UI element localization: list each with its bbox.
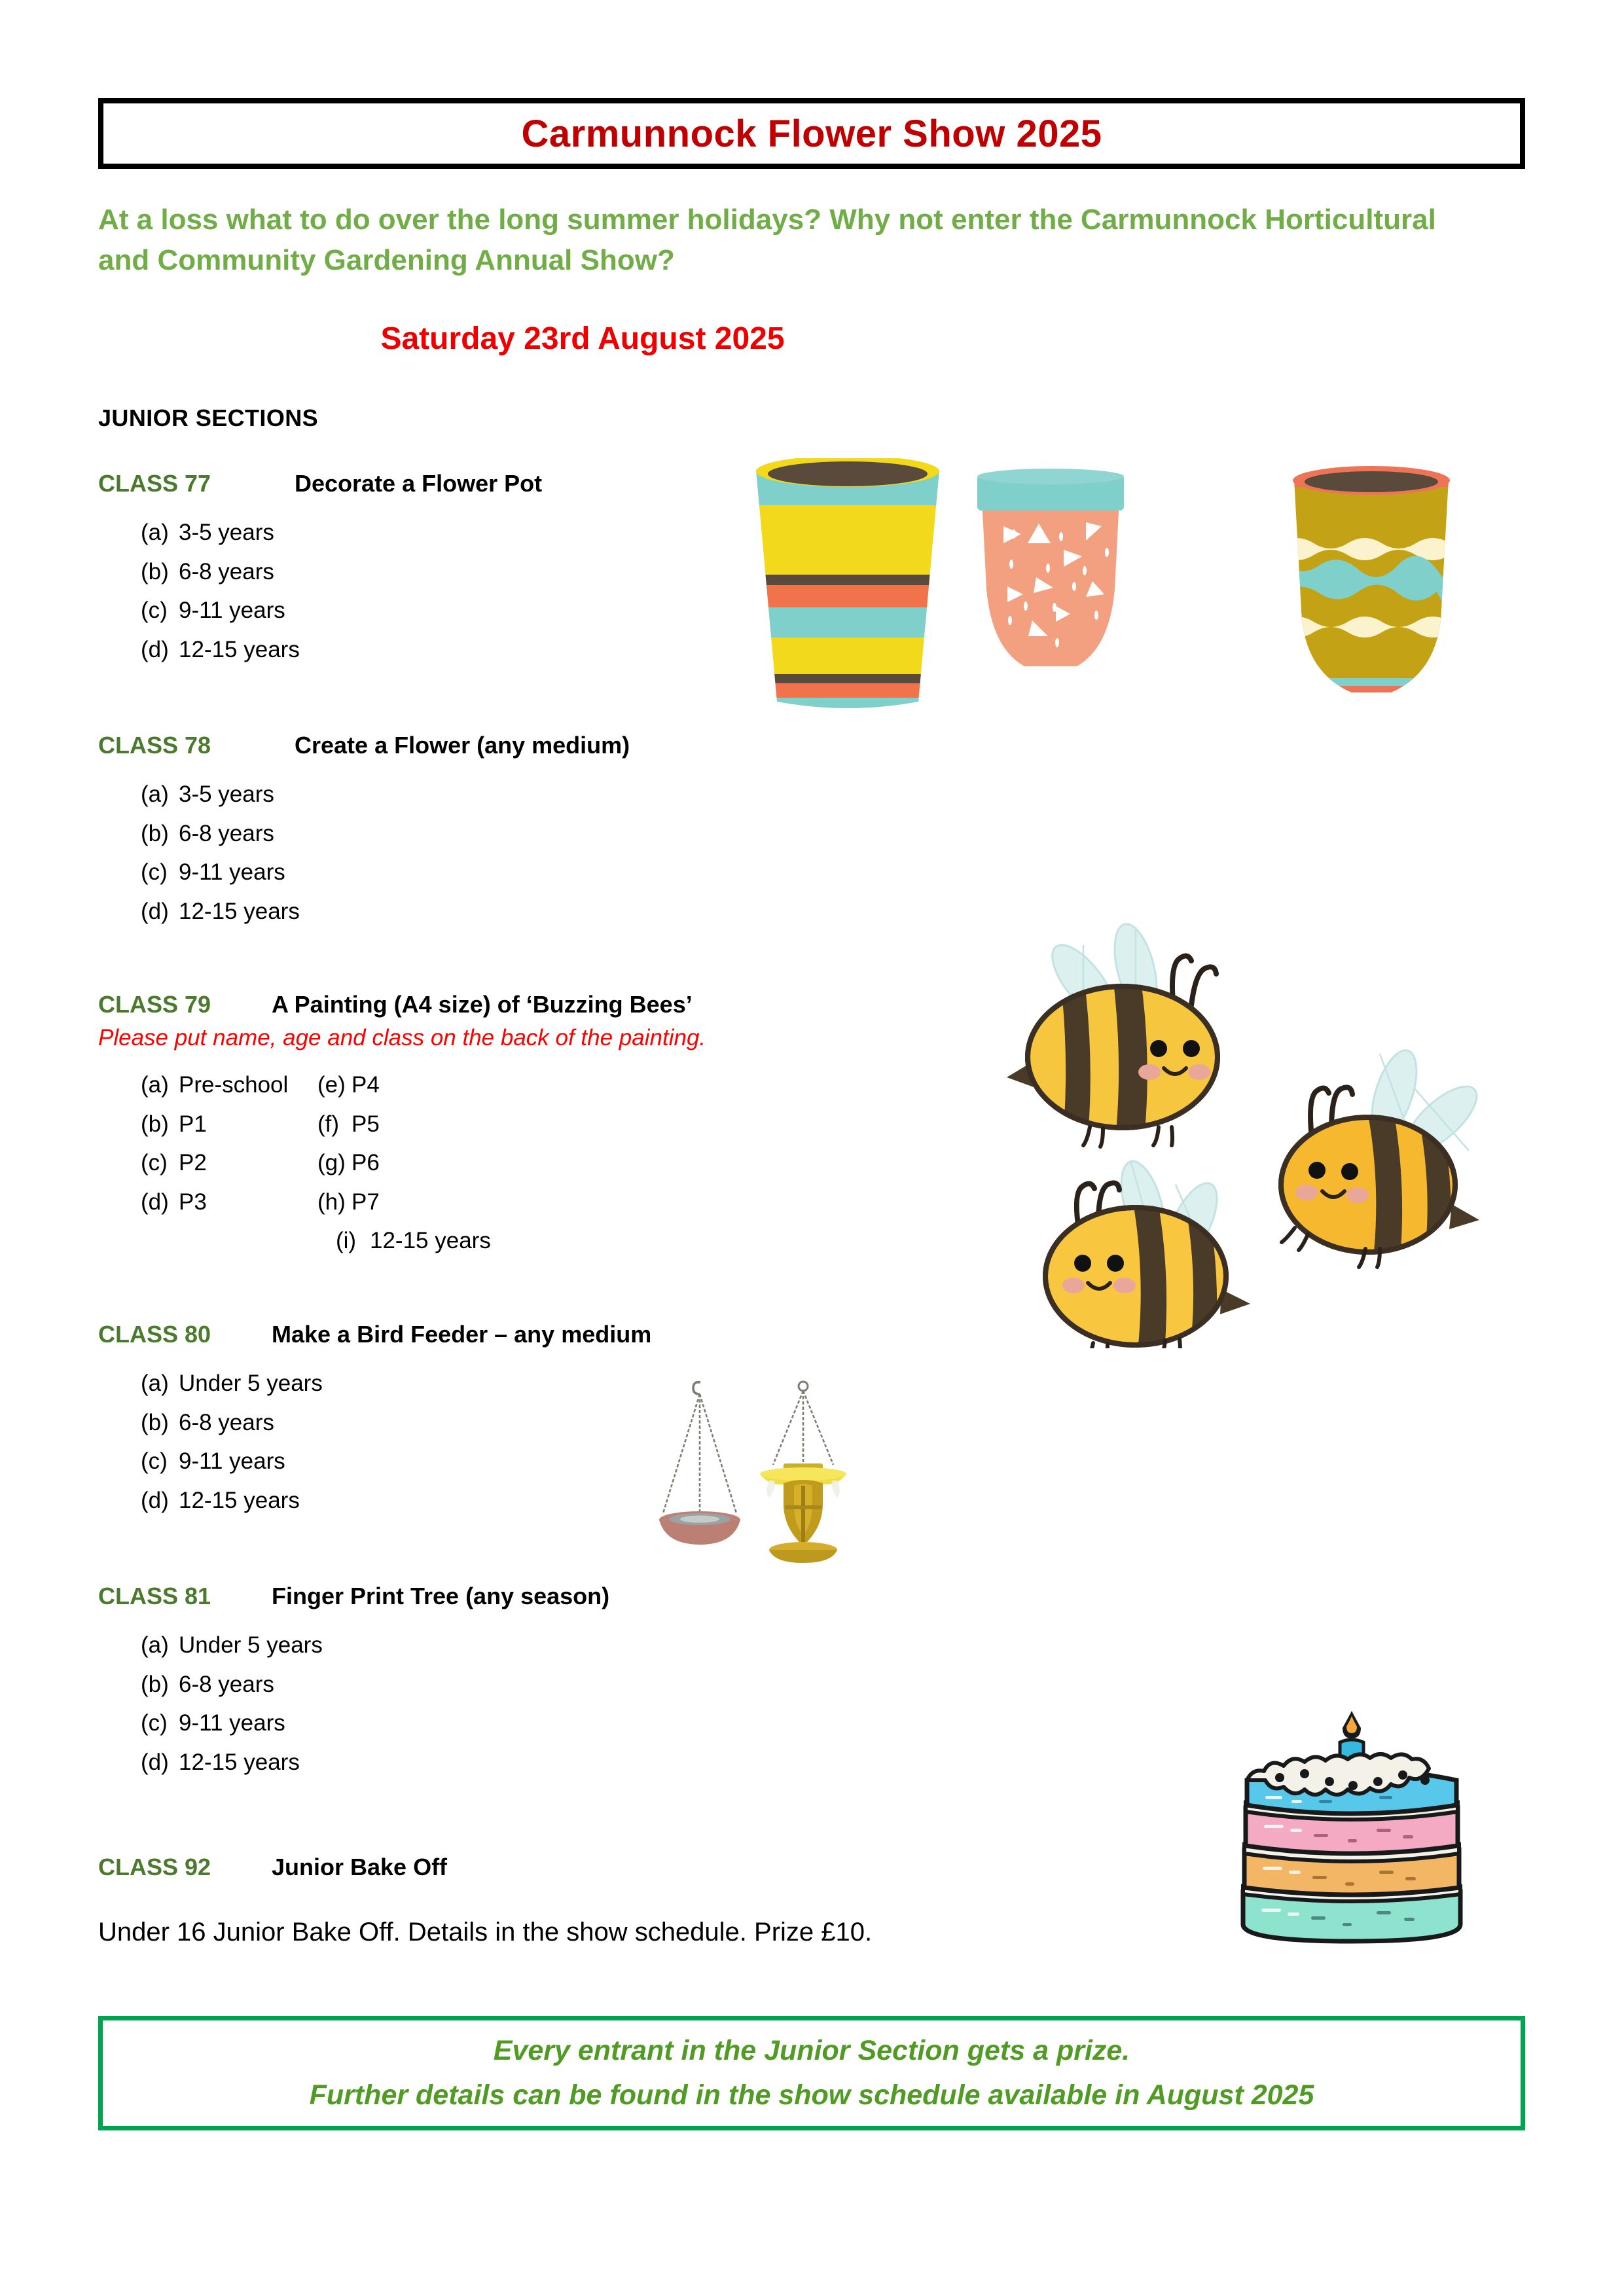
bee-bottom-left — [1045, 1157, 1250, 1348]
list-item — [141, 1066, 317, 1105]
bird-feeder-lantern — [760, 1382, 846, 1563]
option-marker: (f) — [317, 1111, 340, 1137]
list-item — [141, 1364, 651, 1403]
class-80-options — [141, 1364, 651, 1520]
class-79-note: Please put name, age and class on the back of the painting. — [98, 1025, 706, 1050]
footer-line-2: Further details can be found in the show schedule available in August 2025 — [309, 2079, 1314, 2111]
class-80-title: Make a Bird Feeder – any medium — [272, 1321, 652, 1348]
list-item — [141, 630, 542, 670]
option-text: 12-15 years — [370, 1228, 491, 1253]
bee-top-left — [1007, 920, 1218, 1152]
option-marker: (d) — [141, 1749, 169, 1775]
list-item — [141, 1743, 609, 1782]
option-text: 9-11 years — [179, 859, 285, 885]
class-77-label: CLASS 77 — [98, 470, 211, 497]
option-text: 12-15 years — [179, 898, 300, 924]
class-78-header — [98, 732, 630, 759]
option-text: 12-15 years — [179, 1749, 300, 1775]
class-79-options-right — [317, 1066, 540, 1261]
list-item — [141, 1626, 609, 1665]
option-text: P1 — [179, 1111, 207, 1137]
option-marker: (c) — [141, 859, 168, 885]
list-item — [141, 892, 630, 931]
option-marker: (d) — [141, 636, 169, 662]
list-item — [141, 775, 630, 814]
option-marker: (c) — [141, 1710, 168, 1736]
list-item — [141, 1704, 609, 1743]
decorated-flower-pots-illustration — [743, 458, 1522, 713]
option-marker: (b) — [141, 558, 169, 584]
pot-striped-yellow — [743, 458, 952, 713]
option-text: P3 — [179, 1189, 207, 1215]
option-text: 9-11 years — [179, 1710, 285, 1736]
option-text: 3-5 years — [179, 520, 274, 545]
option-text: P4 — [352, 1072, 380, 1098]
class-79-label: CLASS 79 — [98, 991, 211, 1018]
class-92-title: Junior Bake Off — [272, 1854, 448, 1880]
class-92-body: Under 16 Junior Bake Off. Details in the show schedule. Prize £10. — [98, 1918, 873, 1946]
layer-cake-with-candle-illustration — [1214, 1695, 1489, 1970]
class-block-77 — [98, 470, 542, 669]
option-marker: (b) — [141, 820, 169, 846]
show-date: Saturday 23rd August 2025 — [380, 321, 785, 356]
class-81-label: CLASS 81 — [98, 1583, 211, 1609]
class-block-92 — [98, 1854, 447, 1881]
list-item — [141, 1442, 651, 1481]
class-80-header — [98, 1321, 651, 1348]
option-text: 3-5 years — [179, 781, 274, 807]
pot-coral-triangles — [977, 469, 1124, 666]
option-text: 6-8 years — [179, 1671, 274, 1697]
option-text: 9-11 years — [179, 598, 285, 623]
option-marker: (e) — [317, 1072, 346, 1098]
class-77-header — [98, 470, 542, 497]
footer-line-1: Every entrant in the Junior Section gets a prize. — [493, 2034, 1130, 2066]
class-80-label: CLASS 80 — [98, 1321, 211, 1348]
option-marker: (d) — [141, 898, 169, 924]
option-text: 6-8 years — [179, 1409, 274, 1435]
option-text: Pre-school — [179, 1072, 289, 1098]
class-block-78 — [98, 732, 630, 931]
option-marker: (b) — [141, 1111, 169, 1137]
option-marker: (h) — [317, 1189, 346, 1215]
option-text: P6 — [352, 1150, 380, 1175]
footer-box — [98, 2016, 1525, 2130]
title-box — [98, 98, 1525, 169]
class-92-header — [98, 1854, 447, 1881]
section-heading-junior: JUNIOR SECTIONS — [98, 404, 319, 431]
option-text: 9-11 years — [179, 1448, 285, 1474]
option-text: P5 — [352, 1111, 380, 1137]
class-81-header — [98, 1583, 609, 1610]
option-marker: (a) — [141, 781, 169, 807]
option-text: Under 5 years — [179, 1371, 323, 1396]
list-item — [141, 814, 630, 853]
feeder-dish-bowl — [659, 1511, 740, 1545]
list-item — [141, 1665, 609, 1704]
bird-feeder-dish — [663, 1382, 736, 1516]
class-79-header — [98, 991, 706, 1018]
class-block-80 — [98, 1321, 651, 1520]
list-item — [141, 1403, 651, 1443]
option-text: P2 — [179, 1150, 207, 1175]
list-item — [141, 552, 542, 592]
class-block-81 — [98, 1583, 609, 1782]
class-78-label: CLASS 78 — [98, 732, 211, 759]
list-item — [317, 1105, 540, 1144]
option-text: 12-15 years — [179, 1487, 300, 1513]
option-marker: (d) — [141, 1189, 169, 1215]
option-text: P7 — [352, 1189, 380, 1215]
class-78-title: Create a Flower (any medium) — [295, 732, 630, 759]
class-block-79 — [98, 991, 706, 1261]
option-marker: (g) — [317, 1150, 346, 1175]
option-marker: (a) — [141, 520, 169, 545]
class-77-options — [141, 513, 542, 669]
option-marker: (d) — [141, 1487, 169, 1513]
option-marker: (b) — [141, 1409, 169, 1435]
option-marker: (a) — [141, 1072, 169, 1098]
class-77-title: Decorate a Flower Pot — [295, 470, 543, 497]
option-marker: (c) — [141, 1150, 168, 1175]
list-item — [317, 1183, 540, 1222]
class-92-label: CLASS 92 — [98, 1854, 211, 1880]
option-marker: (a) — [141, 1371, 169, 1396]
class-79-options — [141, 1066, 706, 1261]
option-marker: (c) — [141, 598, 168, 623]
option-text: 6-8 years — [179, 558, 274, 584]
bee-right — [1281, 1045, 1487, 1279]
list-item — [141, 1183, 317, 1222]
list-item — [317, 1143, 540, 1183]
option-marker: (a) — [141, 1632, 169, 1658]
class-78-options — [141, 775, 630, 931]
option-marker: (i) — [336, 1228, 357, 1253]
list-item — [141, 1105, 317, 1144]
cartoon-bumble-bees-illustration — [1001, 897, 1519, 1348]
class-79-options-left — [141, 1066, 317, 1261]
option-marker: (b) — [141, 1671, 169, 1697]
list-item — [141, 513, 542, 552]
page-title: Carmunnock Flower Show 2025 — [521, 112, 1102, 155]
list-item — [317, 1221, 540, 1261]
list-item — [317, 1066, 540, 1105]
list-item — [141, 1481, 651, 1520]
option-marker: (c) — [141, 1448, 168, 1474]
option-text: Under 5 years — [179, 1632, 323, 1658]
class-81-options — [141, 1626, 609, 1782]
intro-paragraph: At a loss what to do over the long summer holidays? Why not enter the Carmunnock Horticultural and Community Gardening Annual Show? — [98, 204, 1436, 277]
list-item — [141, 1143, 317, 1183]
class-79-title: A Painting (A4 size) of ‘Buzzing Bees’ — [272, 991, 693, 1018]
list-item — [141, 853, 630, 892]
hanging-bird-feeders-photo — [638, 1374, 887, 1571]
pot-olive-wavy — [1280, 458, 1476, 713]
option-text: 6-8 years — [179, 820, 274, 846]
option-text: 12-15 years — [179, 636, 300, 662]
class-81-title: Finger Print Tree (any season) — [272, 1583, 610, 1609]
list-item — [141, 591, 542, 630]
